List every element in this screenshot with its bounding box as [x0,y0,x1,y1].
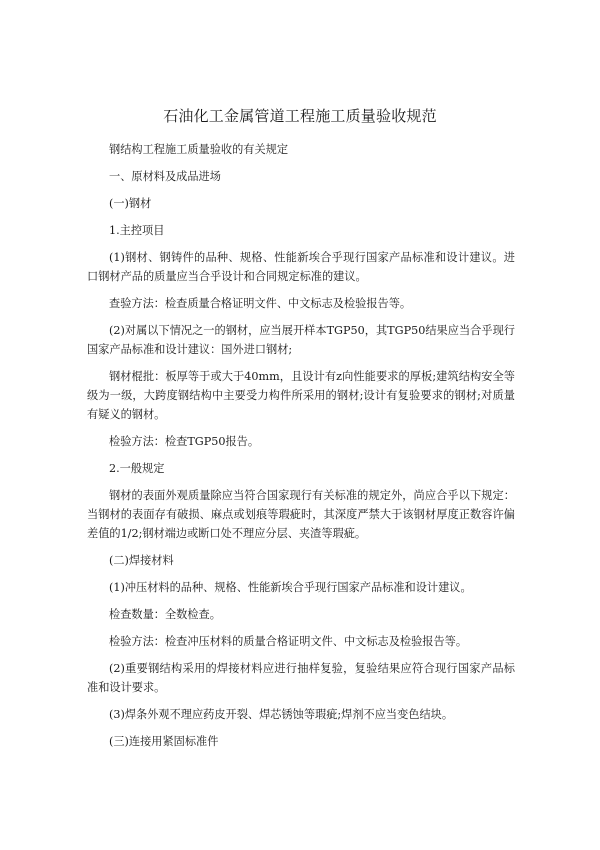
paragraph: 钢结构工程施工质量验收的有关规定 [109,143,289,156]
item-heading: 1.主控项目 [109,224,165,237]
paragraph: (1)冲压材料的品种、规格、性能新埃合乎现行国家产品标准和设计建议。 [109,581,472,594]
paragraph: (3)焊条外观不理应药皮开裂、焊芯锈蚀等瑕疵;焊剂不应当变色结块。 [109,708,454,721]
paragraph: 钢材的表面外观质量除应当符合国家现行有关标准的规定外，尚应合乎以下规定：当钢材的表面存有破损、麻点或划痕等瑕疵时，其深度严禁大于该钢材厚度正数容许偏差值的1/2;钢材端边或断口处不理应分层、夹渣等瑕疵。 [87,489,515,540]
paragraph: 检查数量：全数检查。 [109,608,221,621]
document-title: 石油化工金属管道工程施工质量验收规范 [163,107,437,125]
subsection-heading: (三)连接用紧固标准件 [109,735,219,748]
document-body [87,140,515,759]
section-heading: 一、原材料及成品进场 [109,170,221,183]
subsection-heading: (二)焊接材料 [109,554,174,567]
paragraph: (2)重要钢结构采用的焊接材料应进行抽样复验，复验结果应符合现行国家产品标准和设计要求。 [87,662,515,694]
paragraph: (2)对属以下情况之一的钢材，应当展开样本TGP50，其TGP50结果应当合乎现行国家产品标准和设计建议：国外进口钢材; [87,324,515,356]
paragraph: 查验方法：检查质量合格证明文件、中文标志及检验报告等。 [109,297,412,310]
subsection-heading: (一)钢材 [109,197,152,210]
paragraph: (1)钢材、钢铸件的品种、规格、性能新埃合乎现行国家产品标准和设计建议。进口钢材产品的质量应当合乎设计和合同规定标准的建议。 [87,251,515,283]
paragraph: 钢材棍批：板厚等于或大于40mm，且设计有z向性能要求的厚板;建筑结构安全等级为一级，大跨度钢结构中主要受力构件所采用的钢材;设计有复验要求的钢材;对质量有疑义的钢材。 [87,370,515,421]
item-heading: 2.一般规定 [109,462,165,475]
paragraph: 检验方法：检查TGP50报告。 [109,435,260,448]
paragraph: 检验方法：检查冲压材料的质量合格证明文件、中文标志及检验报告等。 [109,635,468,648]
